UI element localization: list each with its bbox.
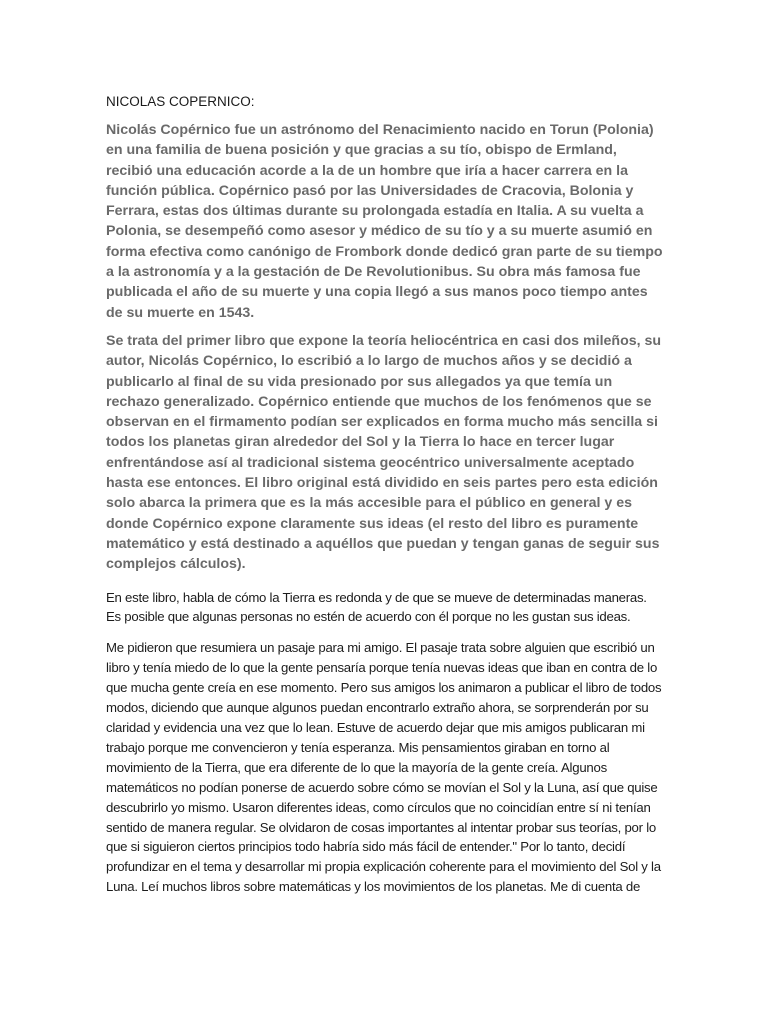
paragraph-book-summary: Se trata del primer libro que expone la teoría heliocéntrica en casi dos mileños, su autor, Nicolás Copérnico, lo escribió a lo largo de muchos años y se decidió a publicarlo al final de su vida presionado por sus allegados ya que temía un rechazo generalizado. Copérnico entiende que muchos de los fenómenos que se observan en el firmamento podían ser explicados en forma mucho más sencilla si todos los planetas giran alrededor del Sol y la Tierra lo hace en tercer lugar enfrentándose así al tradicional sistema geocéntrico universalmente aceptado hasta ese entonces. El libro original está dividido en seis partes pero esta edición solo abarca la primera que es la más accesible para el público en general y es donde Copérnico expone claramente sus ideas (el resto del libro es puramente matemático y está destinado a aquéllos que puedan y tengan ganas de seguir sus complejos cálculos). — [106, 332, 662, 573]
document-page — [106, 93, 664, 897]
paragraph-biography: Nicolás Copérnico fue un astrónomo del Renacimiento nacido en Torun (Polonia) en una familia de buena posición y que gracias a su tío, obispo de Ermland, recibió una educación acorde a la de un hombre que iría a hacer carrera en la función pública. Copérnico pasó por las Universidades de Cracovia, Bolonia y Ferrara, estas dos últimas durante su prolongada estadía en Italia. A su vuelta a Polonia, se desempeñó como asesor y médico de su tío y a su muerte asumió en forma efectiva como canónigo de Frombork donde dedicó gran parte de su tiempo a la astronomía y a la gestación de De Revolutionibus. Su obra más famosa fue publicada el año de su muerte y una copia llegó a sus manos poco tiempo antes de su muerte en 1543. — [106, 122, 663, 321]
paragraph-passage-summary: Me pidieron que resumiera un pasaje para mi amigo. El pasaje trata sobre alguien que escribió un libro y tenía miedo de lo que la gente pensaría porque tenía nuevas ideas que iban en contra de lo que mucha gente creía en ese momento. Pero sus amigos los animaron a publicar el libro de todos modos, diciendo que aunque algunos puedan encontrarlo extraño ahora, se sorprenderán por su claridad y evidencia una vez que lo lean. Estuve de acuerdo dejar que mis amigos publicaran mi trabajo porque me convencieron y tenía esperanza. Mis pensamientos giraban en torno al movimiento de la Tierra, que era diferente de lo que la mayoría de la gente creía. Algunos matemáticos no podían ponerse de acuerdo sobre cómo se movían el Sol y la Luna, así que quise descubrirlo yo mismo. Usaron diferentes ideas, como círculos que no coincidían entre sí ni tenían sentido de manera regular. Se olvidaron de cosas importantes al intentar probar sus teorías, por lo que si siguieron ciertos principios todo habría sido más fácil de entender." Por lo tanto, decidí profundizar en el tema y desarrollar mi propia explicación coherente para el movimiento del Sol y la Luna. Leí muchos libros sobre matemáticas y los movimientos de los planetas. Me di cuenta de — [106, 640, 662, 895]
paragraph-book-note: En este libro, habla de cómo la Tierra es redonda y de que se mueve de determinadas maneras. Es posible que algunas personas no estén de acuerdo con él porque no les gustan sus ideas. — [106, 589, 647, 625]
document-title: NICOLAS COPERNICO: — [106, 94, 255, 109]
